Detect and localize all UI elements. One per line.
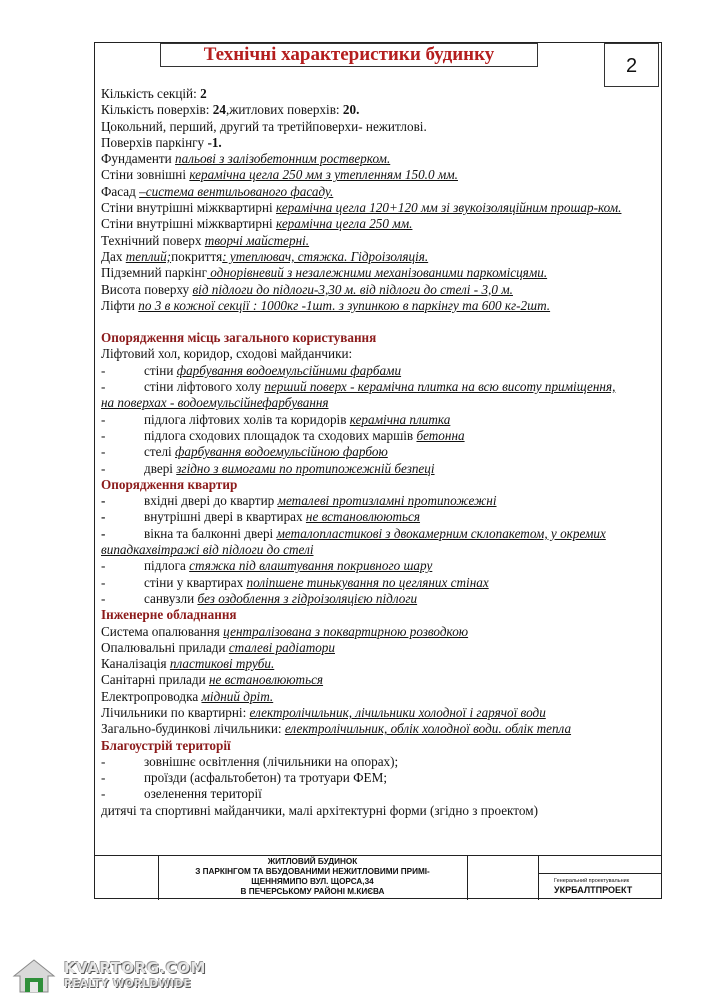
list-item: - озеленення території [101, 786, 262, 802]
engineering-item: Опалювальні прилади сталеві радіатори [101, 639, 335, 655]
list-item: - стіни у квартирах поліпшене тинькування по цегляних стінах [101, 574, 489, 590]
stamp-designer: Генеральний проектувальник УКРБАЛТПРОЕКТ [538, 873, 662, 900]
roof-line: Дах теплий;покриття: утеплювач, стяжка. Гідроізоляція. [101, 248, 429, 264]
list-item: - стіни фарбування водоемульсійними фарбами [101, 362, 402, 378]
list-item: - підлога ліфтових холів та коридорів керамічна плитка [101, 411, 451, 427]
list-item: - вхідні двері до квартир металеві протизламні протипожежні [101, 493, 497, 509]
list-item: - стіни ліфтового холу перший поверх - керамічна плитка на всю висоту приміщення, [101, 379, 616, 395]
floors-line: Кількість поверхів: 24,житлових поверхів: 20. [101, 102, 360, 118]
engineering-item: Загально-будинкові лічильники: електролічильник, облік холодної води. облік тепла [101, 721, 572, 737]
floor-height-line: Висота поверху від підлоги до підлоги-3,30 м. від підлоги до стелі - 3,0 м. [101, 281, 513, 297]
stamp-cell [94, 856, 159, 900]
inner-walls-line-1: Стіни внутрішні міжквартирні керамічна цегла 120+120 мм зі звукоізоляційним прошар-ком. [101, 200, 622, 216]
engineering-item: Лічильники по квартирні: електролічильник, лічильники холодної і гарячої води [101, 704, 546, 720]
apartments-heading: Опорядження квартир [101, 476, 238, 492]
common-areas-heading: Опорядження місць загального користування [101, 330, 377, 346]
engineering-item: Система опалювання централізована з поквартирною розводкою [101, 623, 469, 639]
tech-floor-line: Технічний поверх творчі майстерні. [101, 232, 310, 248]
engineering-item: Санітарні прилади не встановлюються [101, 672, 324, 688]
title-block-stamp [94, 855, 662, 900]
sections-line: Кількість секцій: 2 [101, 86, 207, 101]
list-item: - проїзди (асфальтобетон) та тротуари ФЕМ; [101, 770, 387, 786]
list-item: - вікна та балконні двері металопластикові з двокамерним склопакетом, у окремих [101, 525, 606, 541]
list-item: - стелі фарбування водоемульсійною фарбою [101, 444, 388, 460]
watermark-brand: KVARTORG.COM [64, 959, 206, 977]
lifts-line: Ліфти по 3 в кожної секції : 1000кг -1шт. з зупинкою в паркінгу та 600 кг-2шт. [101, 297, 551, 313]
house-logo-icon [12, 958, 56, 994]
inner-walls-line-2: Стіни внутрішні міжквартирні керамічна цегла 250 мм. [101, 216, 413, 232]
stamp-project-name: ЖИТЛОВИЙ БУДИНОК З ПАРКІНГОМ ТА ВБУДОВАНИМИ НЕЖИТЛОВИМИ ПРИМІ- ЩЕННЯМИПО ВУЛ. ЩОРСА,34 В ПЕЧЕРСЬКОМУ РАЙОНІ М.КИЄВА [158, 856, 468, 900]
list-item: - внутрішні двері в квартирах не встановлюються [101, 509, 421, 525]
parking-line: Поверхів паркінгу -1. [101, 134, 222, 150]
watermark [6, 956, 206, 996]
list-item: - підлога стяжка під влаштування покривного шару [101, 558, 433, 574]
document-body [101, 86, 656, 819]
list-item: - підлога сходових площадок та сходових маршів бетонна [101, 427, 465, 443]
page-number: 2 [604, 43, 659, 87]
territory-heading: Благоустрій території [101, 737, 231, 753]
list-item: - санвузли без оздоблення з гідроізоляцією підлоги [101, 590, 418, 606]
engineering-heading: Інженерне обладнання [101, 607, 237, 623]
list-item-continuation: на поверхах - водоемульсійнефарбування [101, 395, 329, 411]
stamp-cell [468, 856, 539, 900]
watermark-tagline: REALTY WORLDWIDE [64, 978, 191, 990]
foundation-line: Фундаменти пальові з залізобетонним ростверком. [101, 151, 391, 167]
facade-line: Фасад –система вентильованого фасаду. [101, 183, 334, 199]
page-title: Технічні характеристики будинку [160, 43, 538, 67]
engineering-item: Електропроводка мідний дріт. [101, 688, 274, 704]
list-item: - двері згідно з вимогами по протипожежній безпеці [101, 460, 435, 476]
underground-parking-line: Підземний паркінг однорівневий з незалежними механізованими паркомісцями. [101, 265, 548, 281]
list-item-continuation: випадкахвітражі від підлоги до стелі [101, 542, 314, 558]
common-areas-intro: Ліфтовий хол, коридор, сходові майданчики: [101, 346, 353, 362]
list-item: - зовнішнє освітлення (лічильники на опорах); [101, 753, 399, 769]
territory-last-line: дитячі та спортивні майданчики, малі архітектурні форми (згідно з проектом) [101, 802, 538, 818]
outer-walls-line: Стіни зовнішні керамічна цегла 250 мм з утепленням 150.0 мм. [101, 167, 458, 183]
engineering-item: Каналізація пластикові труби. [101, 656, 275, 672]
nonresidential-line: Цокольний, перший, другий та третійповерхи- нежитлові. [101, 118, 427, 134]
